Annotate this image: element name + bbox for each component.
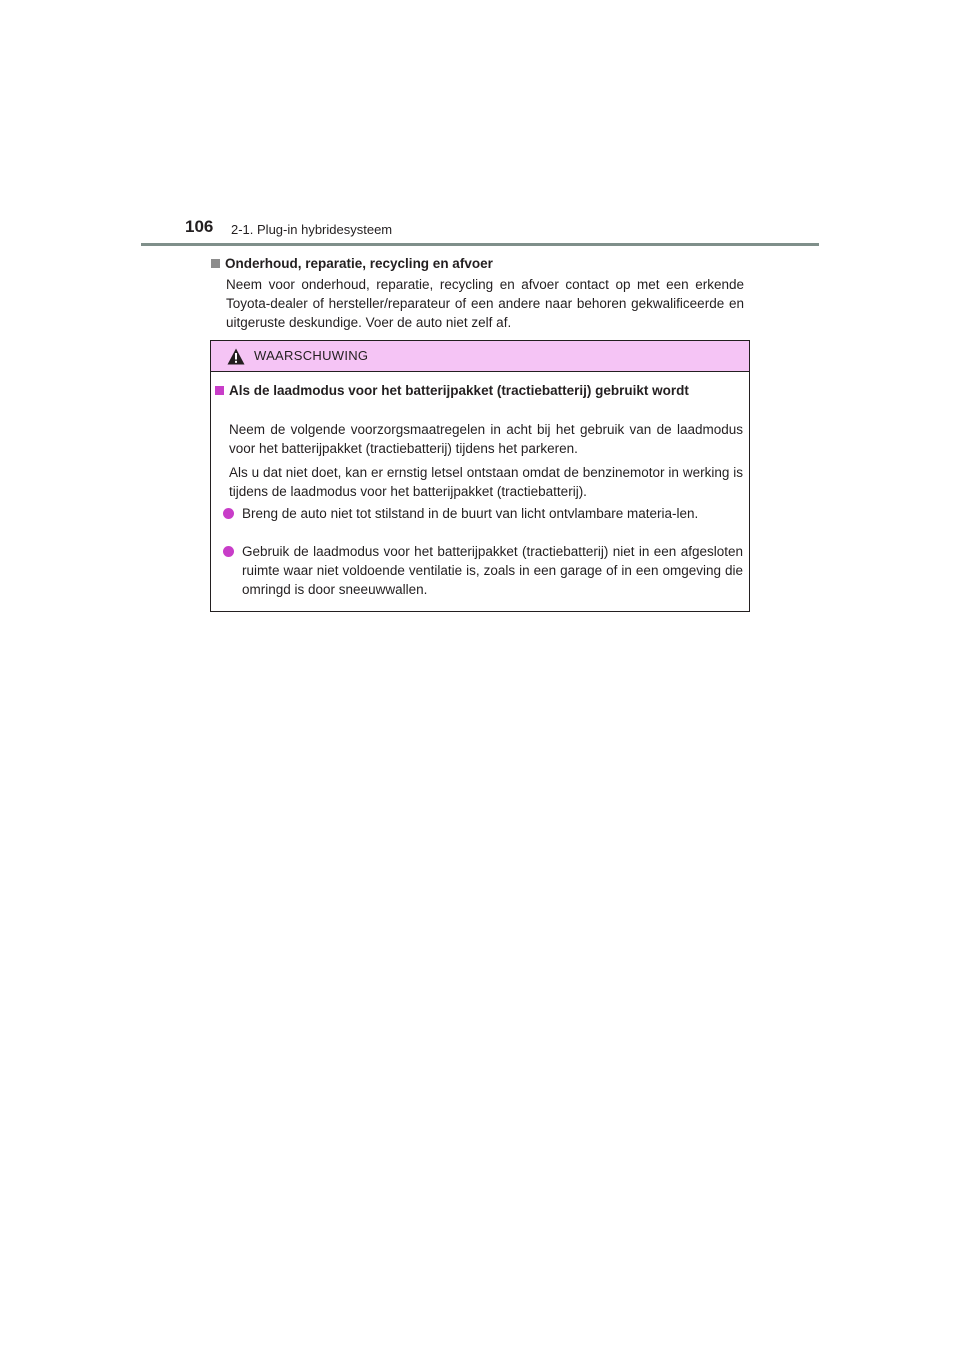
- warning-header: [211, 341, 749, 372]
- warning-bullet-item: [223, 504, 743, 523]
- square-bullet-icon: [215, 386, 224, 395]
- warning-bullet-text: Gebruik de laadmodus voor het batterijpakket (tractiebatterij) niet in een afgesloten ruimte waar niet voldoende ventilatie is, zoals in een garage of in een omgeving die omringd is door sneeuwwallen.: [242, 544, 743, 597]
- warning-bullet-item: [223, 542, 743, 599]
- round-bullet-icon: [223, 546, 234, 557]
- maintenance-heading: [211, 255, 493, 273]
- round-bullet-icon: [223, 508, 234, 519]
- warning-box: [210, 340, 750, 612]
- maintenance-text: Neem voor onderhoud, reparatie, recycling en afvoer contact op met een erkende Toyota-dealer of hersteller/reparateur of een andere naar behoren gekwalificeerde en uitgeruste deskundige. Voer de auto niet zelf af.: [226, 277, 744, 330]
- warning-heading: [215, 381, 743, 400]
- warning-paragraph-1: Neem de volgende voorzorgsmaatregelen in acht bij het gebruik van de laadmodus voor het batterijpakket (tractiebatterij) tijdens het parkeren.: [229, 422, 743, 456]
- section-title: 2-1. Plug-in hybridesysteem: [231, 222, 393, 237]
- warning-heading-text: Als de laadmodus voor het batterijpakket (tractiebatterij) gebruikt wordt: [229, 383, 689, 398]
- warning-paragraph-2: Als u dat niet doet, kan er ernstig letsel ontstaan omdat de benzinemotor in werking is tijdens de laadmodus voor het batterijpakket (tractiebatterij).: [229, 465, 743, 499]
- header-divider: [141, 243, 819, 246]
- square-bullet-icon: [211, 259, 220, 268]
- warning-bullet-text: Breng de auto niet tot stilstand in de buurt van licht ontvlambare materia-len.: [242, 506, 699, 521]
- maintenance-heading-text: Onderhoud, reparatie, recycling en afvoer: [225, 256, 493, 271]
- page-number: 106: [185, 217, 214, 236]
- warning-label: WAARSCHUWING: [254, 348, 369, 363]
- warning-triangle-icon: [227, 348, 245, 365]
